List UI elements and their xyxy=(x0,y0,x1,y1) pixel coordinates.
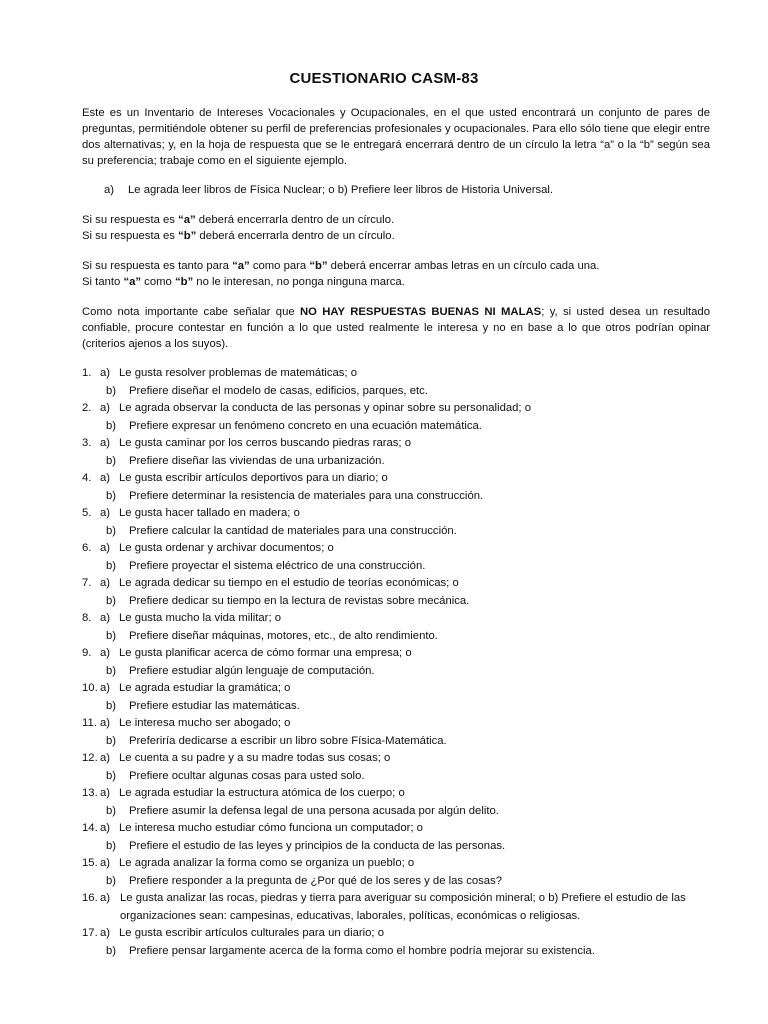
option-b-label: b) xyxy=(106,734,117,747)
option-b-text: Prefiere determinar la resistencia de materiales para una construcción. xyxy=(129,489,484,502)
rule-both-mid: como para xyxy=(249,260,310,272)
rule-both-pre: Si su respuesta es tanto para xyxy=(82,260,233,272)
option-a-text: Le agrada estudiar la estructura atómica de los cuerpo; o xyxy=(119,787,405,799)
option-b-text: Prefiere el estudio de las leyes y principios de la conducta de las personas. xyxy=(129,839,506,852)
option-b-text: Prefiere estudiar las matemáticas. xyxy=(129,699,300,712)
option-b-label: b) xyxy=(106,454,117,467)
note-paragraph xyxy=(82,304,710,352)
option-a-label: a) xyxy=(100,682,111,694)
option-a-label: a) xyxy=(100,507,111,519)
option-b-label: b) xyxy=(106,524,117,537)
option-a-text: Le agrada analizar la forma como se organiza un pueblo; o xyxy=(119,857,415,869)
rule-a-pre: Si su respuesta es xyxy=(82,214,179,226)
option-a-text: Le gusta analizar las rocas, piedras y tierra para averiguar su composición mineral; o b) Prefiere el estudio de las organizaciones sean: campesinas, educativas, laborales, políticas, económicas o religiosas. xyxy=(120,892,686,922)
option-a-text: Le gusta escribir artículos deportivos para un diario; o xyxy=(119,472,388,484)
rule-none-post: no le interesan, no ponga ninguna marca. xyxy=(193,276,405,288)
rule-none-pre: Si tanto xyxy=(82,276,124,288)
page-title: CUESTIONARIO CASM-83 xyxy=(289,70,479,87)
question-number: 2. xyxy=(82,402,92,414)
option-b-label: b) xyxy=(106,594,117,607)
rule-none-b: “b” xyxy=(174,276,194,288)
question-number: 11. xyxy=(82,717,97,729)
option-a-text: Le cuenta a su padre y a su madre todas sus cosas; o xyxy=(119,752,391,764)
question-number: 4. xyxy=(82,472,92,484)
rule-both-b: “b” xyxy=(309,260,328,272)
option-a-label: a) xyxy=(100,542,111,554)
option-b-text: Preferiría dedicarse a escribir un libro sobre Física-Matemática. xyxy=(129,734,447,747)
option-a-label: a) xyxy=(100,717,111,729)
question-number: 5. xyxy=(82,507,92,519)
rule-b-post: deberá encerrarla dentro de un círculo. xyxy=(196,230,395,242)
option-a-label: a) xyxy=(100,437,111,449)
option-b-text: Prefiere estudiar algún lenguaje de computación. xyxy=(129,664,375,677)
note-post: ; y, si usted desea un resultado confiable, procure contestar en función a lo que usted realmente le interesa y no en base a lo que otros podrían opinar (criterios ajenos a los suyos). xyxy=(82,306,710,350)
option-b-label: b) xyxy=(106,384,117,397)
question-number: 10. xyxy=(82,682,98,694)
option-a-text: Le gusta ordenar y archivar documentos; o xyxy=(119,542,334,554)
rule-none-a: “a” xyxy=(123,276,142,288)
rule-b xyxy=(82,228,710,244)
rule-none-mid: como xyxy=(141,276,175,288)
option-b-text: Prefiere calcular la cantidad de materiales para una construcción. xyxy=(129,524,457,537)
option-a-text: Le gusta planificar acerca de cómo formar una empresa; o xyxy=(119,647,412,659)
option-a-text: Le gusta caminar por los cerros buscando piedras raras; o xyxy=(119,437,411,449)
rule-both-a: “a” xyxy=(232,260,250,272)
option-a-text: Le gusta mucho la vida militar; o xyxy=(119,612,282,624)
option-a-text: Le interesa mucho estudiar cómo funciona un computador; o xyxy=(119,822,423,834)
question-number: 16. xyxy=(82,892,98,904)
question-number: 9. xyxy=(82,647,92,659)
option-b-text: Prefiere diseñar las viviendas de una urbanización. xyxy=(129,454,385,467)
option-b-label: b) xyxy=(106,419,117,432)
option-a-text: Le interesa mucho ser abogado; o xyxy=(119,717,291,729)
question-number: 12. xyxy=(82,752,98,764)
option-b-label: b) xyxy=(106,699,117,712)
rule-a xyxy=(82,212,710,228)
option-b-label: b) xyxy=(106,664,117,677)
question-number: 1. xyxy=(82,367,92,379)
option-b-text: Prefiere responder a la pregunta de ¿Por qué de los seres y de las cosas? xyxy=(129,874,503,887)
option-a-text: Le gusta resolver problemas de matemáticas; o xyxy=(119,367,357,379)
rule-both xyxy=(82,258,710,274)
option-a-label: a) xyxy=(100,822,111,834)
option-a-label: a) xyxy=(100,787,111,799)
intro-paragraph: Este es un Inventario de Intereses Vocacionales y Ocupacionales, en el que usted encontrará un conjunto de pares de preguntas, permitiéndole obtener su perfil de preferencias profesionales y ocupacionales. Para ello sólo tiene que elegir entre dos alternativas; y, en la hoja de respuesta que se le entregará encerrará dentro de un círculo la letra “a” o la “b” según sea su preferencia; trabaje como en el siguiente ejemplo. xyxy=(82,107,710,167)
option-b-text: Prefiere dedicar su tiempo en la lectura de revistas sobre mecánica. xyxy=(129,594,470,607)
option-b-text: Prefiere pensar largamente acerca de la forma como el hombre podría mejorar su existencia. xyxy=(129,944,595,957)
example-label: a) xyxy=(104,184,115,196)
rule-b-letter: “b” xyxy=(178,230,197,242)
option-a-label: a) xyxy=(100,647,111,659)
option-a-label: a) xyxy=(100,612,111,624)
option-b-text: Prefiere expresar un fenómeno concreto en una ecuación matemática. xyxy=(129,419,482,432)
example-text: Le agrada leer libros de Física Nuclear; o b) Prefiere leer libros de Historia Universal. xyxy=(128,184,554,196)
option-b-text: Prefiere diseñar el modelo de casas, edificios, parques, etc. xyxy=(129,384,428,397)
option-a-label: a) xyxy=(100,472,111,484)
rule-both-post: deberá encerrar ambas letras en un círculo cada una. xyxy=(327,260,600,272)
option-b-label: b) xyxy=(106,874,117,887)
note-bold: NO HAY RESPUESTAS BUENAS NI MALAS xyxy=(299,306,542,318)
option-b-label: b) xyxy=(106,559,117,572)
rule-b-pre: Si su respuesta es xyxy=(82,230,179,242)
option-b-label: b) xyxy=(106,839,117,852)
option-a-label: a) xyxy=(100,892,111,904)
option-b-label: b) xyxy=(106,489,117,502)
option-b-label: b) xyxy=(106,629,117,642)
example-line xyxy=(104,182,553,198)
question-number: 8. xyxy=(82,612,92,624)
option-a-label: a) xyxy=(100,402,111,414)
option-b-label: b) xyxy=(106,804,117,817)
option-a-label: a) xyxy=(100,927,111,939)
note-pre: Como nota importante cabe señalar que xyxy=(82,306,300,318)
option-b-label: b) xyxy=(106,944,117,957)
rule-none xyxy=(82,274,710,290)
question-number: 3. xyxy=(82,437,92,449)
question-number: 17. xyxy=(82,927,98,939)
question-number: 7. xyxy=(82,577,92,589)
option-b-text: Prefiere ocultar algunas cosas para usted solo. xyxy=(129,769,365,782)
option-b-text: Prefiere asumir la defensa legal de una persona acusada por algún delito. xyxy=(129,804,499,817)
question-number: 13. xyxy=(82,787,98,799)
rule-a-post: deberá encerrarla dentro de un círculo. xyxy=(195,214,395,226)
option-a-text: Le gusta escribir artículos culturales para un diario; o xyxy=(119,927,384,939)
option-a-label: a) xyxy=(100,577,111,589)
question-number: 15. xyxy=(82,857,98,869)
question-number: 14. xyxy=(82,822,98,834)
option-b-label: b) xyxy=(106,769,117,782)
question-number: 6. xyxy=(82,542,92,554)
option-a-label: a) xyxy=(100,857,111,869)
option-a-text: Le agrada dedicar su tiempo en el estudio de teorías económicas; o xyxy=(119,577,459,589)
option-b-text: Prefiere diseñar máquinas, motores, etc., de alto rendimiento. xyxy=(129,629,438,642)
option-a-text: Le agrada observar la conducta de las personas y opinar sobre su personalidad; o xyxy=(119,402,531,414)
option-b-text: Prefiere proyectar el sistema eléctrico de una construcción. xyxy=(129,559,426,572)
rule-a-letter: “a” xyxy=(178,214,196,226)
option-a-label: a) xyxy=(100,752,111,764)
option-a-label: a) xyxy=(100,367,111,379)
option-a-text: Le gusta hacer tallado en madera; o xyxy=(119,507,300,519)
option-a-text: Le agrada estudiar la gramática; o xyxy=(119,682,291,694)
